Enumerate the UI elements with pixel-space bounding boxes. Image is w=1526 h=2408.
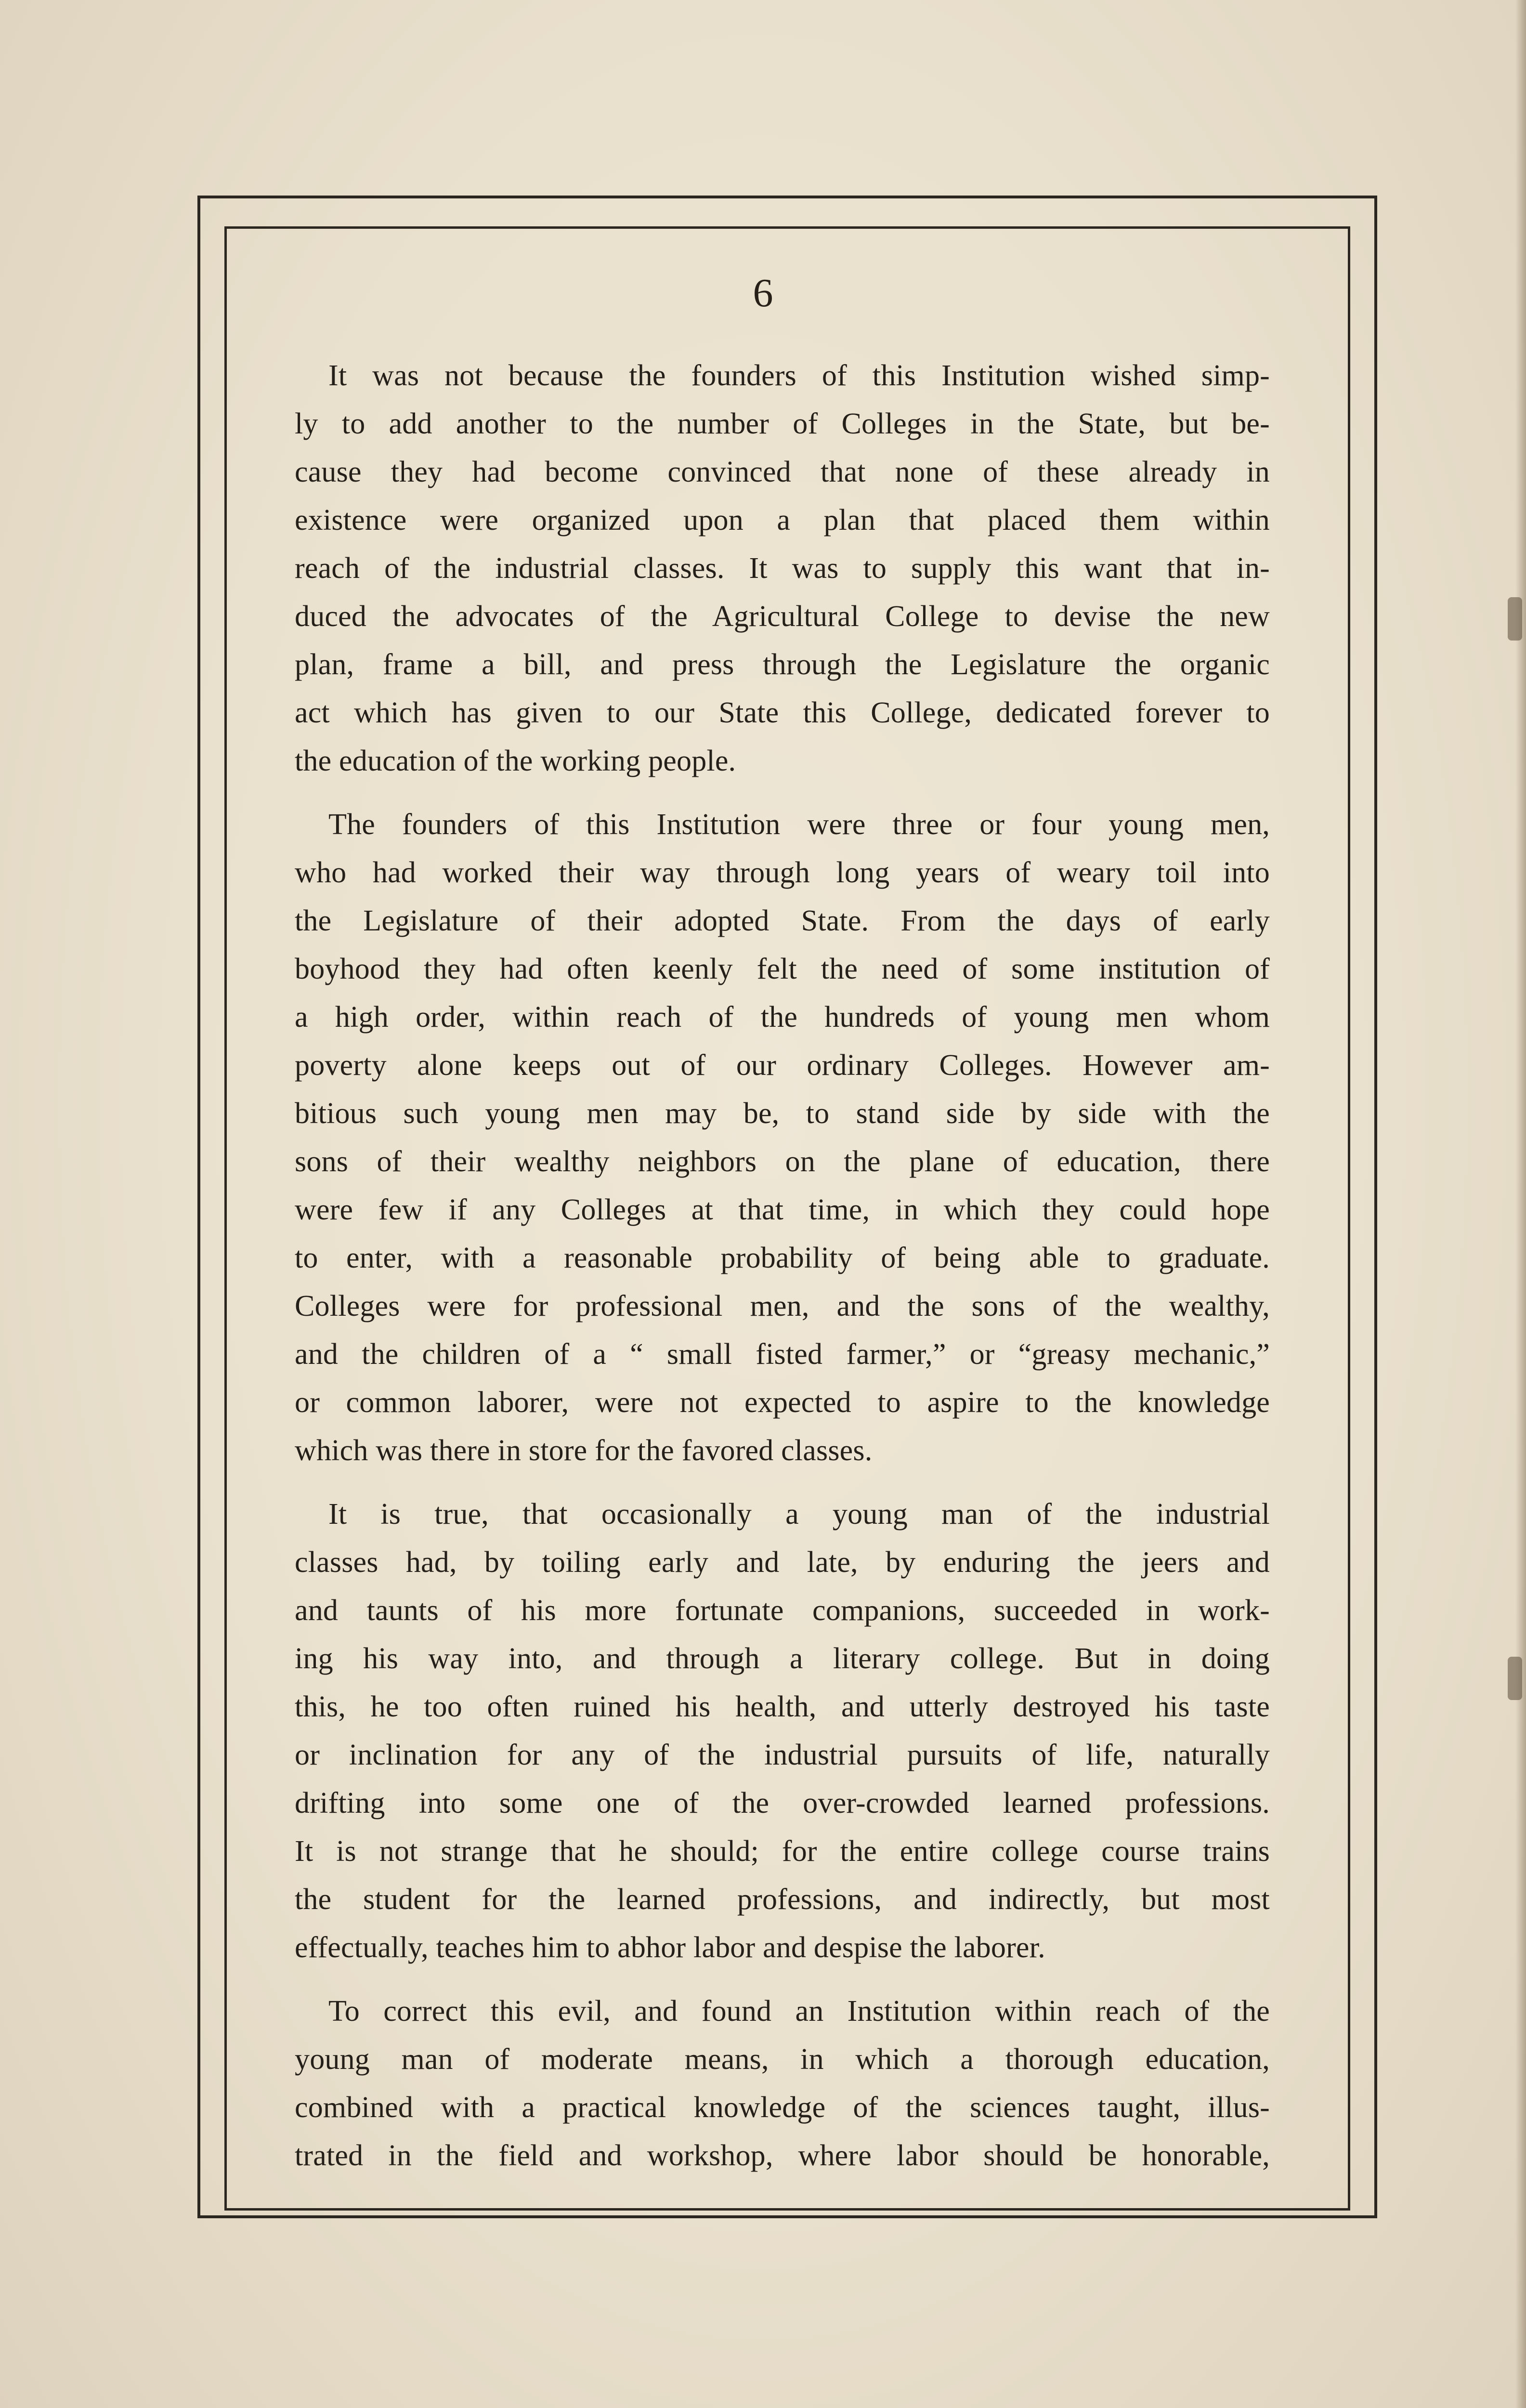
text-line: reach of the industrial classes. It was to supply this want that in- <box>295 552 1270 585</box>
paragraph-1 <box>295 352 1270 785</box>
text-line: combined with a practical knowledge of the sciences taught, illus- <box>295 2091 1270 2124</box>
binding-tab-mark <box>1508 597 1522 641</box>
text-line: young man of moderate means, in which a thorough education, <box>295 2043 1270 2076</box>
text-line: the Legislature of their adopted State. From the days of early <box>295 904 1270 937</box>
text-line: a high order, within reach of the hundreds of young men whom <box>295 1001 1270 1034</box>
text-line: trated in the field and workshop, where labor should be honorable, <box>295 2139 1270 2172</box>
binding-tab-mark <box>1508 1657 1522 1700</box>
text-line: It was not because the founders of this Institution wished simp- <box>328 359 1270 392</box>
text-line: It is true, that occasionally a young man of the industrial <box>328 1498 1270 1531</box>
text-line: ing his way into, and through a literary college. But in doing <box>295 1642 1270 1675</box>
text-line: this, he too often ruined his health, and utterly destroyed his taste <box>295 1690 1270 1723</box>
text-line: plan, frame a bill, and press through the Legislature the organic <box>295 648 1270 681</box>
text-line: the education of the working people. <box>295 745 736 777</box>
text-line: drifting into some one of the over-crowded learned professions. <box>295 1787 1270 1819</box>
paragraph-3 <box>295 1490 1270 1972</box>
text-line: poverty alone keeps out of our ordinary Colleges. However am- <box>295 1049 1270 1082</box>
text-line: duced the advocates of the Agricultural College to devise the new <box>295 600 1270 633</box>
paragraph-4 <box>295 1987 1270 2180</box>
text-line: effectually, teaches him to abhor labor and despise the laborer. <box>295 1931 1045 1964</box>
text-line: Colleges were for professional men, and the sons of the wealthy, <box>295 1290 1270 1322</box>
page-number: 6 <box>753 271 773 315</box>
body-text <box>295 352 1270 2195</box>
text-line: were few if any Colleges at that time, in which they could hope <box>295 1193 1270 1226</box>
text-line: who had worked their way through long years of weary toil into <box>295 856 1270 889</box>
text-line: which was there in store for the favored classes. <box>295 1434 873 1467</box>
paragraph-2 <box>295 800 1270 1475</box>
text-line: classes had, by toiling early and late, by enduring the jeers and <box>295 1546 1270 1579</box>
text-line: bitious such young men may be, to stand side by side with the <box>295 1097 1270 1130</box>
text-line: boyhood they had often keenly felt the need of some institution of <box>295 953 1270 985</box>
text-line: existence were organized upon a plan that placed them within <box>295 504 1270 537</box>
text-line: sons of their wealthy neighbors on the plane of education, there <box>295 1145 1270 1178</box>
text-line: or common laborer, were not expected to aspire to the knowledge <box>295 1386 1270 1419</box>
text-line: It is not strange that he should; for the entire college course trains <box>295 1835 1270 1868</box>
text-line: and the children of a “ small fisted farmer,” or “greasy mechanic,” <box>295 1338 1270 1371</box>
text-line: and taunts of his more fortunate companions, succeeded in work- <box>295 1594 1270 1627</box>
text-line: the student for the learned professions, and indirectly, but most <box>295 1883 1270 1916</box>
text-line: or inclination for any of the industrial pursuits of life, naturally <box>295 1739 1270 1771</box>
text-line: act which has given to our State this College, dedicated forever to <box>295 696 1270 729</box>
text-line: The founders of this Institution were three or four young men, <box>328 808 1270 841</box>
text-line: to enter, with a reasonable probability of being able to graduate. <box>295 1242 1270 1274</box>
page-edge-shadow <box>1515 0 1526 2408</box>
text-line: To correct this evil, and found an Institution within reach of the <box>328 1995 1270 2028</box>
text-line: ly to add another to the number of Colleges in the State, but be- <box>295 407 1270 440</box>
text-line: cause they had become convinced that none of these already in <box>295 456 1270 488</box>
